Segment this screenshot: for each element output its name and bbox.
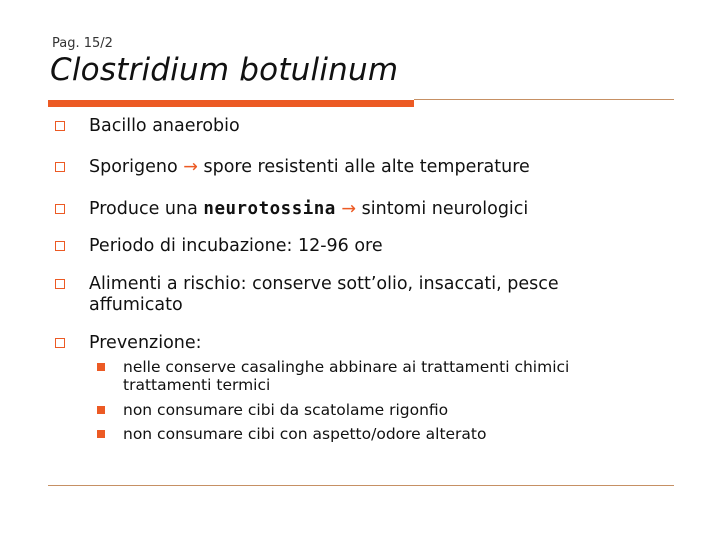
bullet-square-icon bbox=[55, 241, 65, 251]
bullet-text-continuation: affumicato bbox=[89, 295, 183, 315]
sub-bullet-text: non consumare cibi da scatolame rigonfio bbox=[123, 401, 449, 419]
bullet-square-icon bbox=[55, 162, 65, 172]
title-rule-thin bbox=[414, 99, 674, 100]
sub-bullet-square-icon bbox=[97, 363, 105, 371]
sub-bullet-square-icon bbox=[97, 430, 105, 438]
slide-title: Clostridium botulinum bbox=[50, 52, 399, 88]
sub-bullet-text: nelle conserve casalinghe abbinare ai trattamenti chimici bbox=[123, 358, 570, 376]
bullet-square-icon bbox=[55, 279, 65, 289]
bullet-square-icon bbox=[55, 121, 65, 131]
bullet-text: Prevenzione: bbox=[89, 333, 202, 353]
arrow-right-icon: → bbox=[341, 199, 357, 219]
bullet-text: Alimenti a rischio: conserve sott’olio, insaccati, pesce bbox=[89, 274, 559, 294]
page-label: Pag. 15/2 bbox=[52, 36, 113, 51]
bullet-text-part: Produce una bbox=[89, 199, 198, 219]
bullet-emphasis: neurotossina bbox=[203, 199, 336, 219]
footer-rule bbox=[48, 485, 674, 486]
bullet-square-icon bbox=[55, 338, 65, 348]
bullet-text-part: spore resistenti alle alte temperature bbox=[203, 157, 530, 177]
bullet-text-part: Sporigeno bbox=[89, 157, 178, 177]
title-rule-accent bbox=[48, 100, 414, 107]
arrow-right-icon: → bbox=[183, 157, 198, 177]
bullet-square-icon bbox=[55, 204, 65, 214]
bullet-text-part: sintomi neurologici bbox=[361, 199, 529, 219]
bullet-text: Periodo di incubazione: 12-96 ore bbox=[89, 236, 383, 256]
bullet-text: Bacillo anaerobio bbox=[89, 116, 240, 136]
bullet-text bbox=[89, 199, 528, 219]
sub-bullet-text-continuation: trattamenti termici bbox=[123, 376, 271, 394]
sub-bullet-text: non consumare cibi con aspetto/odore alterato bbox=[123, 425, 487, 443]
bullet-text bbox=[89, 157, 530, 177]
sub-bullet-square-icon bbox=[97, 406, 105, 414]
